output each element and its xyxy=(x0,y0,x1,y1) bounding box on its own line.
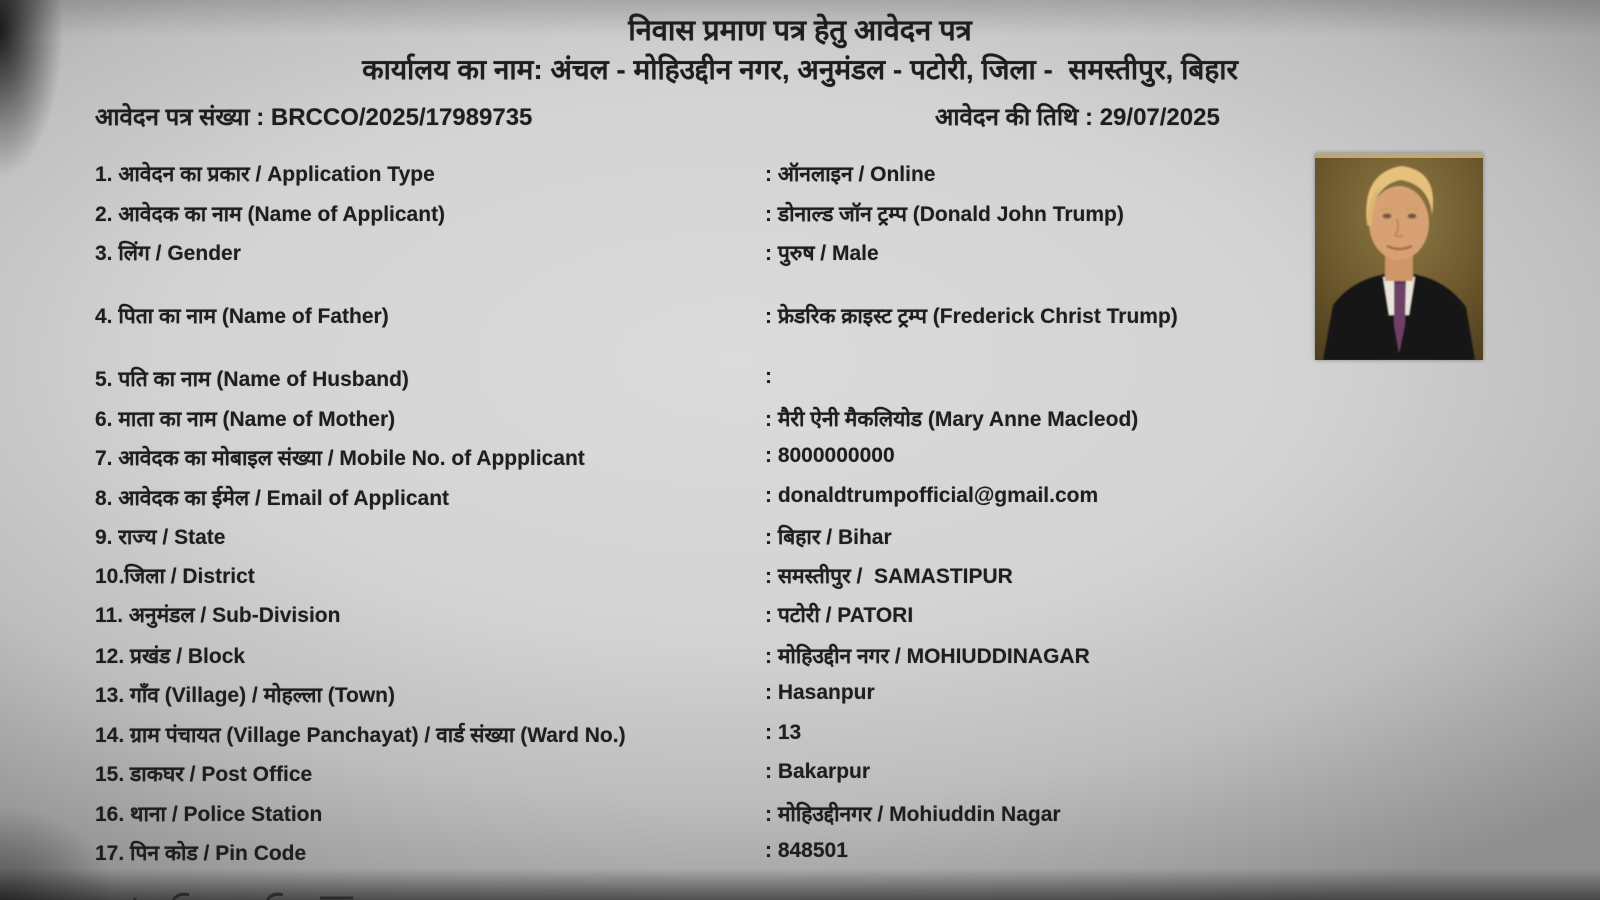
field-value: : Bakarpur xyxy=(765,760,871,783)
form-row-post-office xyxy=(0,760,1600,790)
field-value: : 13 xyxy=(765,721,802,744)
application-date-label: आवेदन की तिथि : xyxy=(935,104,1094,131)
form-row-mobile xyxy=(0,444,1600,474)
field-label: 14. ग्राम पंचायत (Village Panchayat) / वार्ड संख्या (Ward No.) xyxy=(95,724,626,747)
field-label: 11. अनुमंडल / Sub-Division xyxy=(95,604,341,627)
partial-glyph-strokes xyxy=(95,889,595,900)
field-value: : 848501 xyxy=(765,839,848,862)
field-value: : Hasanpur xyxy=(765,681,875,704)
form-row-village-town xyxy=(0,681,1600,711)
application-number xyxy=(95,100,532,133)
field-label: 16. थाना / Police Station xyxy=(95,803,323,826)
field-value: : मोहिउद्दीनगर / Mohiuddin Nagar xyxy=(765,803,1061,826)
field-label: 1. आवेदन का प्रकार / Application Type xyxy=(95,163,435,186)
field-label: 9. राज्य / State xyxy=(95,526,226,549)
field-label: 6. माता का नाम (Name of Mother) xyxy=(95,408,396,431)
application-number-label: आवेदन पत्र संख्या : xyxy=(95,104,265,131)
application-date-value: 29/07/2025 xyxy=(1099,104,1220,131)
applicant-photo xyxy=(1315,153,1483,360)
field-value: : ऑनलाइन / Online xyxy=(765,163,936,186)
form-row-pin-code xyxy=(0,839,1600,869)
field-label: 12. प्रखंड / Block xyxy=(95,645,246,668)
office-name-line: कार्यालय का नाम: अंचल - मोहिउद्दीन नगर, अनुमंडल - पटोरी, जिला - समस्तीपुर, बिहार xyxy=(362,54,1238,85)
application-number-value: BRCCO/2025/17989735 xyxy=(270,104,533,131)
field-label: 8. आवेदक का ईमेल / Email of Applicant xyxy=(95,487,450,510)
field-value: : 8000000000 xyxy=(765,444,895,467)
form-row-husband-name xyxy=(0,365,1600,395)
form-row-email xyxy=(0,484,1600,514)
field-value: : xyxy=(765,365,772,388)
form-row-district xyxy=(0,562,1600,592)
form-row-state xyxy=(0,523,1600,553)
field-value: : फ्रेडरिक क्राइस्ट ट्रम्प (Frederick Christ Trump) xyxy=(765,305,1178,328)
field-value: : donaldtrumpofficial@gmail.com xyxy=(765,484,1099,507)
form-row-subdivision xyxy=(0,601,1600,631)
form-row-mother-name xyxy=(0,405,1600,435)
application-date xyxy=(935,100,1220,133)
form-row-panchayat-ward xyxy=(0,721,1600,751)
field-label: 10.जिला / District xyxy=(95,565,255,588)
field-value: : डोनाल्ड जॉन ट्रम्प (Donald John Trump) xyxy=(765,203,1124,226)
field-value: : पुरुष / Male xyxy=(765,242,879,265)
field-value: : पटोरी / PATORI xyxy=(765,604,914,627)
field-label: 13. गाँव (Village) / मोहल्ला (Town) xyxy=(95,684,395,707)
field-label: 17. पिन कोड / Pin Code xyxy=(95,842,307,865)
field-value: : समस्तीपुर / SAMASTIPUR xyxy=(765,565,1013,588)
field-value: : मोहिउद्दीन नगर / MOHIUDDINAGAR xyxy=(765,645,1090,668)
field-value: : मैरी ऐनी मैकलियोड (Mary Anne Macleod) xyxy=(765,408,1139,431)
field-label: 5. पति का नाम (Name of Husband) xyxy=(95,368,409,391)
page-title: निवास प्रमाण पत्र हेतु आवेदन पत्र xyxy=(628,15,972,47)
field-label: 15. डाकघर / Post Office xyxy=(95,763,313,786)
field-value: : बिहार / Bihar xyxy=(765,526,892,549)
form-row-block xyxy=(0,642,1600,672)
field-label: 3. लिंग / Gender xyxy=(95,242,241,265)
field-label: 4. पिता का नाम (Name of Father) xyxy=(95,305,389,328)
field-label: 7. आवेदक का मोबाइल संख्या / Mobile No. of Appplicant xyxy=(95,447,585,470)
form-row-police-station xyxy=(0,800,1600,830)
applicant-photo-image xyxy=(1315,153,1483,360)
partial-next-row-marks xyxy=(95,888,595,900)
field-label: 2. आवेदक का नाम (Name of Applicant) xyxy=(95,203,446,226)
